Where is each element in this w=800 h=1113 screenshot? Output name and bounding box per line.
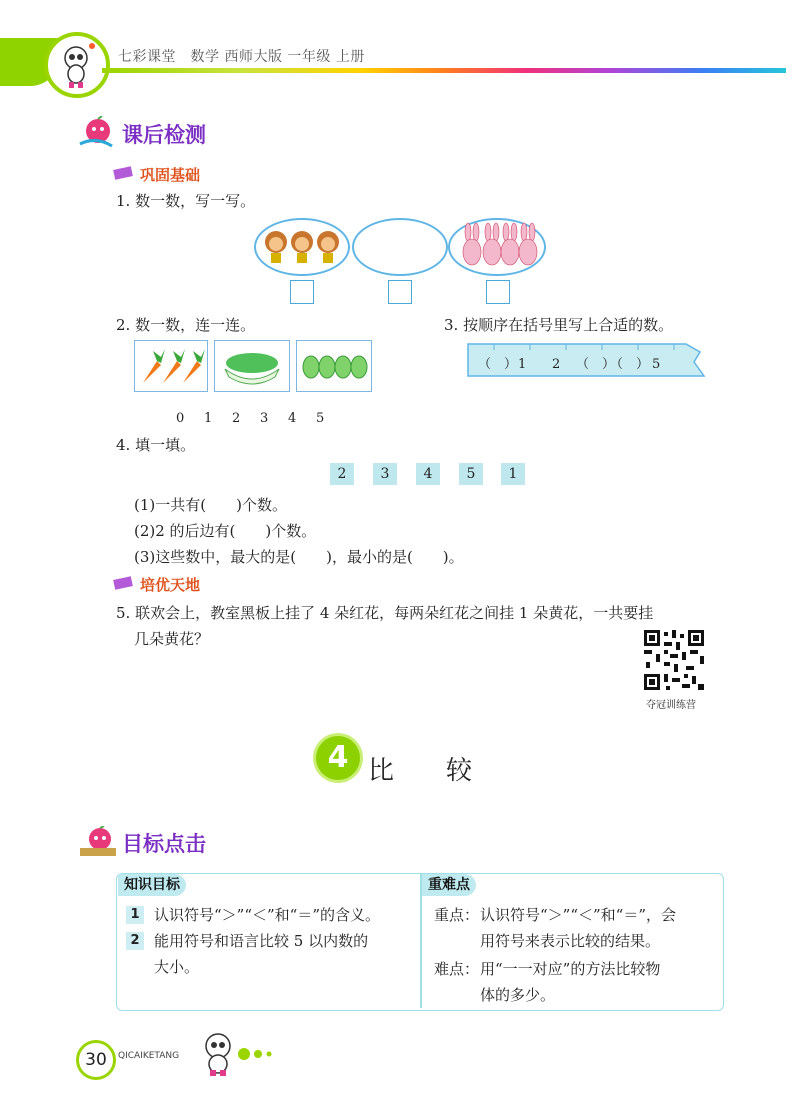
number-card: 5 [459,463,483,485]
header-mascot-badge [44,32,110,98]
answer-box-1[interactable] [290,280,314,304]
number-card: 4 [416,463,440,485]
cabbage-box[interactable] [214,340,290,392]
difficult-point-label: 难点： [434,960,480,978]
connect-number-2[interactable]: 2 [232,411,241,426]
q4-item-2: (2)2 的后边有( )个数。 [134,522,317,540]
number-card: 2 [330,463,354,485]
header-rainbow-line [102,68,786,73]
number-card: 3 [373,463,397,485]
answer-box-3[interactable] [486,280,510,304]
rabbits-illustration [450,220,544,274]
question-5-line-1: 5. 联欢会上，教室黑板上挂了 4 朵红花，每两朵红花之间挂 1 朵黄花，一共要挂 [116,604,654,622]
q4-item-1: (1)一共有( )个数。 [134,496,287,514]
ruler-value-2: 2 [552,357,561,372]
goal-text: 认识符号“＞”“＜”和“＝”的含义。 [154,906,381,924]
goal-text-cont: 大小。 [154,958,200,976]
subsection-consolidate-basics: 巩固基础 [140,166,201,184]
header-title: 七彩课堂 数学 西师大版 一年级 上册 [118,49,365,65]
section-title-homework-check: 课后检测 [122,123,206,147]
chapter-title: 比 较 [368,756,473,786]
question-4: 4. 填一填。 [116,436,196,454]
section-title-goals: 目标点击 [122,832,206,856]
subsection-enrichment: 培优天地 [140,576,201,594]
carrots-illustration [135,341,207,391]
connect-number-1[interactable]: 1 [204,411,213,426]
difficult-point-text-cont: 体的多少。 [480,986,556,1004]
ruler-value-1: 1 [518,357,527,372]
monkeys-illustration [256,220,348,274]
goal-number: 2 [126,932,144,950]
key-point-text: 认识符号“＞”“＜”和“＝”，会 [480,906,677,924]
ruler-value-5: 5 [652,357,661,372]
ruler-slot-1[interactable]: （ ） [478,357,518,372]
footer-brand: QICAIKETANG [118,1051,180,1061]
footer-mascot-icon [198,1030,288,1078]
ruler-slot-2[interactable]: （ ） [576,357,616,372]
key-point-text-cont: 用符号来表示比较的结果。 [480,932,661,950]
question-2: 2. 数一数，连一连。 [116,316,256,334]
question-1: 1. 数一数，写一写。 [116,192,256,210]
tab-key-difficult-points: 重难点 [422,874,476,896]
qr-code-icon[interactable] [642,628,706,692]
number-card: 1 [501,463,525,485]
goal-text: 能用符号和语言比较 5 以内数的 [154,932,369,950]
question-3: 3. 按顺序在括号里写上合适的数。 [444,316,674,334]
qr-caption: 夺冠训练营 [646,700,696,711]
leaves-illustration [297,341,371,391]
panda-mascot-icon [48,36,106,94]
connect-number-3[interactable]: 3 [260,411,269,426]
apple-character-icon [76,116,116,150]
q4-item-3: (3)这些数中，最大的是( )，最小的是( )。 [134,548,464,566]
eraser-icon [112,574,136,592]
cabbage-illustration [215,341,289,391]
oval-empty [352,218,448,276]
oval-rabbits [448,218,546,276]
connect-number-4[interactable]: 4 [288,411,297,426]
page-number: 30 [76,1040,116,1080]
eraser-icon [112,164,136,182]
connect-number-0[interactable]: 0 [176,411,185,426]
oval-monkeys [254,218,350,276]
carrots-box[interactable] [134,340,208,392]
goal-number: 1 [126,906,144,924]
apple-book-character-icon [76,826,118,858]
answer-box-2[interactable] [388,280,412,304]
chapter-number-badge: 4 [316,736,360,780]
key-point-label: 重点： [434,906,480,924]
connect-number-5[interactable]: 5 [316,411,325,426]
question-5-line-2: 几朵黄花？ [134,630,210,648]
leaves-box[interactable] [296,340,372,392]
difficult-point-text: 用“一一对应”的方法比较物 [480,960,661,978]
ruler-slot-3[interactable]: （ ） [610,357,650,372]
tab-knowledge-goals: 知识目标 [118,874,186,896]
